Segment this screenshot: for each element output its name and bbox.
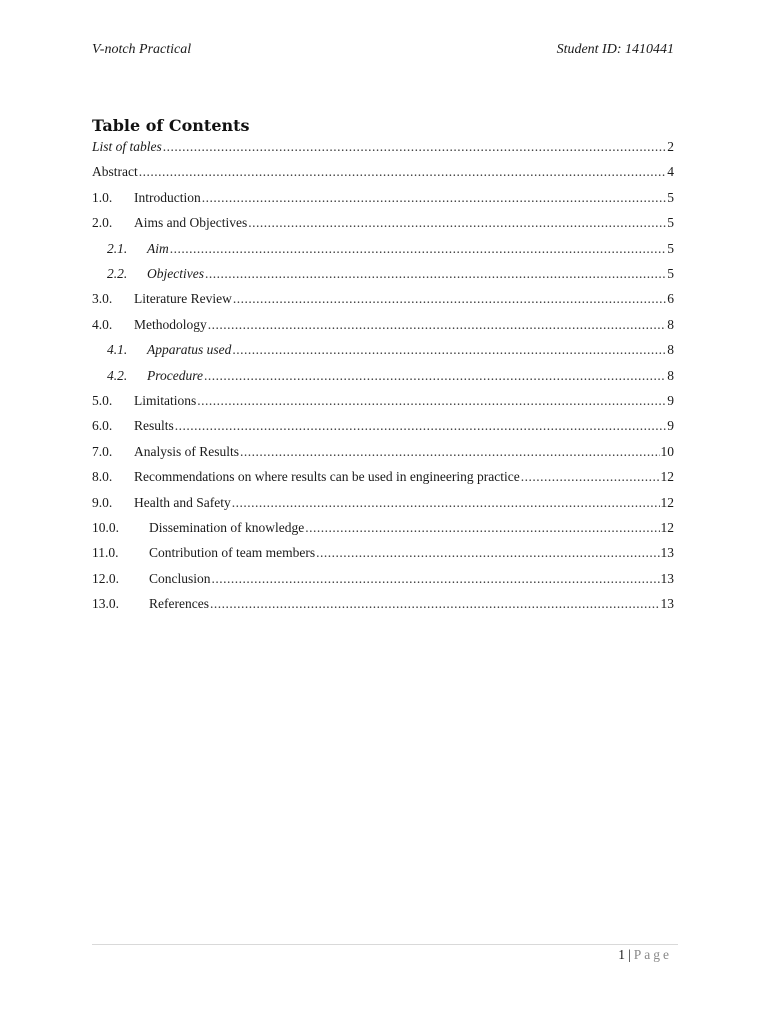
toc-leader-dots <box>248 214 666 232</box>
toc-entry-label: Aims and Objectives <box>134 215 248 231</box>
toc-entry-page: 5 <box>667 215 674 231</box>
toc-entry-label: Contribution of team members <box>149 545 316 561</box>
footer-separator: | <box>628 947 631 962</box>
toc-leader-dots <box>197 392 666 410</box>
toc-entry[interactable] <box>92 392 674 410</box>
toc-entry-page: 6 <box>667 291 674 307</box>
toc-entry-label: Analysis of Results <box>134 443 240 459</box>
toc-entry-number: 2.1. <box>107 240 128 256</box>
toc-leader-dots <box>305 519 659 537</box>
toc-leader-dots <box>210 595 660 613</box>
toc-entry-label: Health and Safety <box>134 494 231 510</box>
toc-entry[interactable] <box>92 189 674 207</box>
toc-entry-label: Conclusion <box>149 570 211 586</box>
toc-entry-page: 8 <box>667 316 674 332</box>
toc-entry-label: Methodology <box>134 316 207 332</box>
header-student-id: Student ID: 1410441 <box>556 42 674 57</box>
toc-leader-dots <box>233 290 666 308</box>
page-footer <box>618 947 672 963</box>
toc-entry-page: 12 <box>660 520 674 535</box>
toc-leader-dots <box>175 417 666 435</box>
toc-entry-page: 13 <box>660 570 674 586</box>
toc-leader-dots <box>205 265 666 283</box>
toc-entry-number: 4.0. <box>92 316 113 332</box>
toc-entry-page: 12 <box>660 469 674 485</box>
toc-entry-page: 2 <box>667 139 674 154</box>
toc-entry-label: Procedure <box>147 367 203 383</box>
toc-entry-number: 6.0. <box>92 418 113 434</box>
toc-entry-label: Dissemination of knowledge <box>149 520 305 535</box>
toc-entry-label: Literature Review <box>134 291 232 307</box>
toc-entry[interactable] <box>92 443 674 461</box>
toc-entry-number: 10.0. <box>92 520 119 535</box>
toc-entry-page: 9 <box>667 418 674 434</box>
toc-entry[interactable] <box>92 163 674 181</box>
toc-entry[interactable] <box>92 367 674 385</box>
toc-entry[interactable] <box>92 240 674 258</box>
toc-entry[interactable] <box>92 544 674 562</box>
toc-leader-dots <box>139 163 667 181</box>
toc-entry-number: 9.0. <box>92 494 113 510</box>
toc-entry[interactable] <box>92 214 674 232</box>
toc-entry-page: 4 <box>667 164 674 180</box>
toc-entry-number: 1.0. <box>92 189 113 205</box>
toc-entry[interactable] <box>92 595 674 613</box>
toc-entry-label: Objectives <box>147 266 204 281</box>
toc-entry-page: 8 <box>667 342 674 358</box>
toc-entry[interactable] <box>92 417 674 435</box>
toc-entry-page: 10 <box>660 443 674 459</box>
toc-entry-page: 5 <box>667 266 674 281</box>
toc-leader-dots <box>316 544 659 562</box>
toc-entry-number: 3.0. <box>92 291 113 307</box>
toc-entry-page: 9 <box>667 393 674 408</box>
toc-entry[interactable] <box>92 519 674 537</box>
toc-entry[interactable] <box>92 290 674 308</box>
toc-leader-dots <box>204 367 666 385</box>
toc-entry-page: 13 <box>660 545 674 561</box>
toc-entry-label: Limitations <box>134 393 197 408</box>
toc-entry-label: Apparatus used <box>147 342 232 358</box>
header-title: V-notch Practical <box>92 42 192 57</box>
toc-entry-label: Results <box>134 418 174 434</box>
toc-entry[interactable] <box>92 341 674 359</box>
toc-entry-label: References <box>149 596 209 612</box>
toc-leader-dots <box>163 138 666 156</box>
toc-entry-number: 5.0. <box>92 393 113 408</box>
toc-leader-dots <box>212 570 660 588</box>
page-word: Page <box>633 947 672 962</box>
toc-leader-dots <box>202 189 667 207</box>
toc-entry-number: 2.0. <box>92 215 113 231</box>
toc-entry-number: 11.0. <box>92 545 119 561</box>
toc-entry-page: 5 <box>667 189 674 205</box>
toc-entry-label: Recommendations on where results can be used in engineering practice <box>134 469 520 485</box>
toc-entry-number: 7.0. <box>92 443 113 459</box>
toc-entry-page: 8 <box>667 367 674 383</box>
toc-entry-label: Aim <box>147 240 169 256</box>
toc-leader-dots <box>232 494 660 512</box>
toc-leader-dots <box>208 316 667 334</box>
toc-entry[interactable] <box>92 494 674 512</box>
toc-leader-dots <box>240 443 659 461</box>
toc-heading: Table of Contents <box>92 116 250 135</box>
toc-entry-label: List of tables <box>92 139 162 154</box>
toc-leader-dots <box>232 341 666 359</box>
toc-entry[interactable] <box>92 570 674 588</box>
page-number: 1 <box>618 947 626 962</box>
toc-entry-page: 13 <box>660 596 674 612</box>
toc-entry-number: 8.0. <box>92 469 113 485</box>
toc-leader-dots <box>521 468 660 486</box>
toc-entry[interactable] <box>92 316 674 334</box>
toc-entry-number: 12.0. <box>92 570 119 586</box>
toc-entry[interactable] <box>92 265 674 283</box>
toc-entry-number: 4.2. <box>107 367 128 383</box>
toc-entry-label: Introduction <box>134 189 201 205</box>
toc-entry[interactable] <box>92 468 674 486</box>
toc-entry[interactable] <box>92 138 674 156</box>
toc-entry-page: 5 <box>667 240 674 256</box>
toc-entry-page: 12 <box>660 494 674 510</box>
toc-entry-number: 2.2. <box>107 266 128 281</box>
toc-leader-dots <box>170 240 667 258</box>
toc-entry-number: 4.1. <box>107 342 128 358</box>
toc-entry-number: 13.0. <box>92 596 119 612</box>
footer-divider <box>92 944 678 945</box>
toc-entry-label: Abstract <box>92 164 138 180</box>
